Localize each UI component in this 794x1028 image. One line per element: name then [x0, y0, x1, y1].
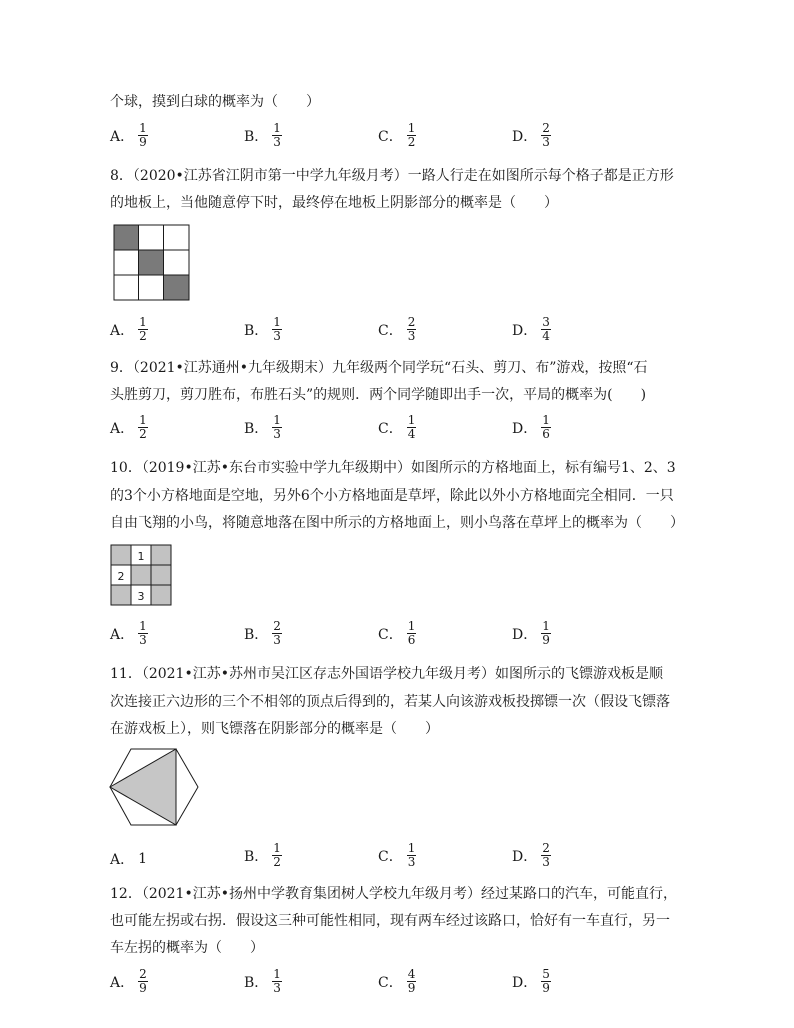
numerator: 2: [542, 121, 550, 135]
q10-text-line2: 的3个小方格地面是空地，另外6个小方格地面是草坪，除此以外小方格地面完全相同．一只: [110, 488, 674, 504]
option-fraction: [407, 414, 417, 441]
denominator: 9: [407, 981, 416, 995]
q10-text-line1: 10．（2019•江苏•东台市实验中学九年级期中）如图所示的方格地面上，标有编号1、2、3: [110, 460, 676, 476]
option-label: B．: [244, 848, 269, 865]
option-fraction: [272, 122, 282, 149]
numerator: 1: [273, 967, 281, 981]
denominator: 9: [139, 135, 147, 149]
q9-option-c[interactable]: [378, 414, 416, 441]
numerator: 1: [139, 619, 147, 633]
option-fraction: [541, 842, 551, 869]
q9-text-line2: 头胜剪刀，剪刀胜布，布胜石头”的规则．两个同学随即出手一次，平局的概率为( ): [110, 387, 647, 403]
shaded-cell: [139, 250, 164, 275]
numerator: 4: [407, 967, 416, 981]
q12-option-c[interactable]: [378, 968, 416, 995]
q11-option-c[interactable]: [378, 842, 416, 869]
q7-option-d[interactable]: [512, 122, 551, 149]
denominator: 4: [407, 427, 416, 441]
option-label: A．: [110, 626, 135, 643]
q11-text-line3: 在游戏板上），则飞镖落在阴影部分的概率是（ ）: [110, 721, 439, 737]
option-label: B．: [244, 128, 269, 145]
numerator: 1: [542, 619, 550, 633]
option-label: D．: [512, 626, 538, 643]
option-fraction: [541, 122, 551, 149]
option-label: C．: [378, 626, 403, 643]
option-label: B．: [244, 420, 269, 437]
q11-text-line1: 11．（2021•江苏•苏州市吴江区存志外国语学校九年级月考）如图所示的飞镖游戏板是顺: [110, 666, 663, 682]
q7-option-c[interactable]: [378, 122, 416, 149]
option-label: C．: [378, 322, 403, 339]
denominator: 3: [407, 329, 416, 343]
denominator: 6: [542, 427, 550, 441]
numerator: 1: [407, 841, 416, 855]
q8-option-c[interactable]: [378, 316, 416, 343]
option-label: D．: [512, 128, 538, 145]
question-7-tail: 个球，摸到白球的概率为（ ）: [110, 94, 320, 110]
q8-option-b[interactable]: [244, 316, 282, 343]
q11-option-a[interactable]: [110, 849, 147, 869]
denominator: 4: [542, 329, 550, 343]
option-fraction: [407, 842, 417, 869]
q11-option-d[interactable]: [512, 842, 551, 869]
q10-option-b[interactable]: [244, 620, 282, 647]
denominator: 9: [542, 633, 550, 647]
denominator: 3: [407, 855, 416, 869]
numerator: 1: [407, 413, 416, 427]
denominator: 2: [407, 135, 416, 149]
numerator: 2: [273, 619, 281, 633]
q8-option-d[interactable]: [512, 316, 551, 343]
option-label: A．: [110, 852, 135, 868]
option-fraction: [138, 122, 148, 149]
numerator: 1: [407, 121, 416, 135]
numerator: 1: [542, 413, 550, 427]
denominator: 3: [273, 633, 281, 647]
denominator: 2: [139, 427, 147, 441]
denominator: 3: [273, 981, 281, 995]
q8-checkerboard-figure: [113, 224, 192, 302]
denominator: 3: [273, 427, 281, 441]
option-label: D．: [512, 974, 538, 991]
option-fraction: [407, 620, 417, 647]
q10-text-line3: 自由飞翔的小鸟，将随意地落在图中所示的方格地面上，则小鸟落在草坪上的概率为（ ）: [110, 515, 684, 531]
q12-text-line3: 车左拐的概率为（ ）: [110, 940, 264, 956]
denominator: 9: [542, 981, 550, 995]
option-fraction: [407, 122, 417, 149]
numerator: 1: [139, 315, 147, 329]
option-label: D．: [512, 322, 538, 339]
denominator: 3: [273, 329, 281, 343]
option-label: A．: [110, 128, 135, 145]
option-fraction: [541, 316, 551, 343]
numerator: 3: [542, 315, 550, 329]
q9-option-a[interactable]: [110, 414, 148, 441]
denominator: 2: [139, 329, 147, 343]
q9-text-line1: 9．（2021•江苏通州•九年级期末）九年级两个同学玩“石头、剪刀、布”游戏，按照“石: [110, 360, 648, 376]
cell-label-1: 1: [137, 550, 145, 563]
option-label: C．: [378, 420, 403, 437]
q12-option-a[interactable]: [110, 968, 148, 995]
option-fraction: [541, 968, 551, 995]
q10-option-c[interactable]: [378, 620, 416, 647]
numerator: 1: [273, 413, 281, 427]
numerator: 2: [542, 841, 550, 855]
option-label: A．: [110, 974, 135, 991]
option-fraction: [138, 620, 148, 647]
denominator: 3: [542, 855, 550, 869]
shaded-cell: [114, 225, 139, 250]
numerator: 2: [407, 315, 416, 329]
q8-text-line2: 的地板上，当他随意停下时，最终停在地板上阴影部分的概率是（ ）: [110, 195, 558, 211]
option-label: B．: [244, 322, 269, 339]
q8-option-a[interactable]: [110, 316, 148, 343]
numerator: 1: [139, 413, 147, 427]
q12-text-line1: 12．（2021•江苏•扬州中学教育集团树人学校九年级月考）经过某路口的汽车，可能直行，: [110, 886, 677, 902]
option-fraction: [138, 968, 148, 995]
shaded-cell: [164, 275, 190, 300]
q10-grid-figure: [110, 544, 172, 606]
numerator: 1: [273, 121, 281, 135]
q7-option-b[interactable]: [244, 122, 282, 149]
option-fraction: [272, 842, 282, 869]
option-fraction: [541, 620, 551, 647]
option-fraction: [138, 316, 148, 343]
option-fraction: [272, 414, 282, 441]
numerator: 1: [273, 315, 281, 329]
option-label: D．: [512, 420, 538, 437]
denominator: 6: [407, 633, 416, 647]
option-fraction: [272, 968, 282, 995]
q7-option-a[interactable]: [110, 122, 148, 149]
denominator: 9: [139, 981, 147, 995]
numerator: 5: [542, 967, 550, 981]
option-label: A．: [110, 420, 135, 437]
option-label: B．: [244, 626, 269, 643]
option-label: A．: [110, 322, 135, 339]
denominator: 3: [139, 633, 147, 647]
numerator: 2: [139, 967, 147, 981]
q8-text-line1: 8．（2020•江苏省江阴市第一中学九年级月考）一路人行走在如图所示每个格子都是正方形: [110, 168, 674, 184]
option-fraction: [272, 620, 282, 647]
q9-option-d[interactable]: [512, 414, 551, 441]
q12-option-b[interactable]: [244, 968, 282, 995]
q12-option-d[interactable]: [512, 968, 551, 995]
option-label: B．: [244, 974, 269, 991]
option-fraction: [407, 968, 417, 995]
numerator: 1: [273, 841, 281, 855]
q9-option-b[interactable]: [244, 414, 282, 441]
denominator: 3: [542, 135, 550, 149]
option-label: C．: [378, 848, 403, 865]
option-fraction: [272, 316, 282, 343]
q11-option-b[interactable]: [244, 842, 282, 869]
cell-label-2: 2: [117, 570, 125, 583]
option-label: D．: [512, 848, 538, 865]
option-fraction: [407, 316, 417, 343]
q11-text-line2: 次连接正六边形的三个不相邻的顶点后得到的，若某人向该游戏板投掷镖一次（假设飞镖落: [110, 694, 670, 710]
q12-text-line2: 也可能左拐或右拐．假设这三种可能性相同，现有两车经过该路口，恰好有一车直行，另一: [110, 913, 670, 929]
q10-option-d[interactable]: [512, 620, 551, 647]
option-fraction: [541, 414, 551, 441]
option-label: C．: [378, 974, 403, 991]
q10-option-a[interactable]: [110, 620, 148, 647]
option-fraction: [138, 414, 148, 441]
denominator: 3: [273, 135, 281, 149]
q11-hexagon-dartboard-figure: [108, 746, 200, 828]
option-value: 1: [138, 851, 148, 867]
numerator: 1: [407, 619, 416, 633]
numerator: 1: [139, 121, 147, 135]
option-label: C．: [378, 128, 403, 145]
denominator: 2: [273, 855, 281, 869]
cell-label-3: 3: [137, 590, 145, 603]
